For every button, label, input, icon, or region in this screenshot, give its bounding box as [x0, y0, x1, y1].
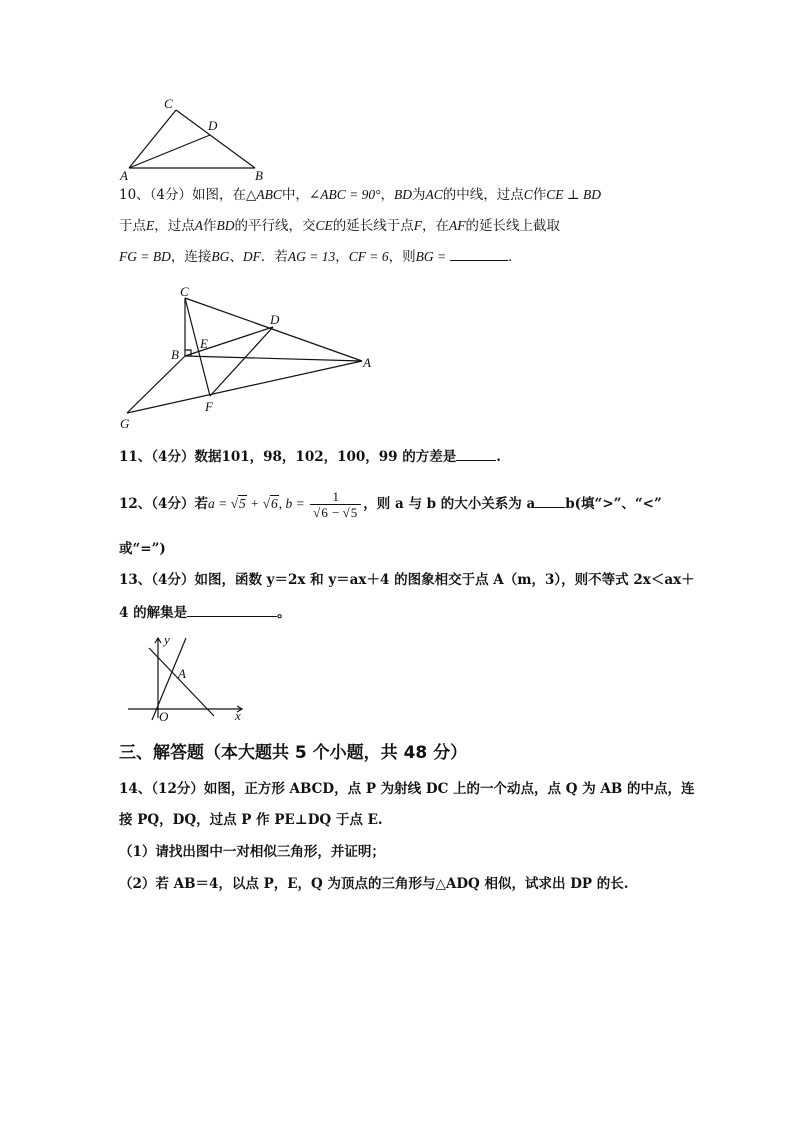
q10-line2	[119, 217, 560, 235]
text: ，连接	[170, 249, 212, 265]
sqrt-icon: √	[313, 504, 321, 520]
q10-line1	[119, 186, 601, 204]
text: 或“=”)	[119, 541, 166, 557]
label-a: A	[178, 666, 186, 681]
q12-line2	[119, 540, 166, 558]
q14-part2	[119, 875, 628, 893]
q14-part1	[119, 843, 385, 861]
text: ，	[335, 249, 349, 265]
text: ，则	[388, 249, 416, 265]
score: （4分）	[151, 572, 195, 588]
math: BG	[211, 249, 230, 264]
answer-blank[interactable]	[456, 448, 496, 461]
score: （4分）	[151, 449, 195, 465]
text: .	[496, 449, 501, 465]
section-heading: 三、解答题（本大题共 5 个小题，共 48 分）	[119, 743, 468, 763]
figure-q13-graph	[122, 632, 252, 724]
text: 如图，在	[192, 187, 247, 203]
answer-blank[interactable]	[450, 248, 508, 261]
math: E	[146, 218, 155, 233]
label-a: A	[363, 355, 371, 370]
math: BD	[394, 187, 412, 202]
q10-line3	[119, 248, 522, 266]
text: b(填“>”、“<”	[565, 496, 662, 512]
figure-q10	[115, 282, 380, 432]
label-d: D	[270, 312, 280, 327]
question-text: （2）若 AB＝4，以点 P，E，Q 为顶点的三角形与△ADQ 相似，试求出 DP 的长.	[119, 876, 629, 892]
radicand: 5	[350, 504, 358, 520]
math: △ABC	[246, 187, 282, 202]
text: 中，	[281, 187, 309, 203]
math: , b =	[278, 496, 309, 511]
math: CF = 6	[348, 249, 389, 264]
question-text: （1）请找出图中一对相似三角形，并证明；	[119, 844, 385, 860]
answer-blank[interactable]	[535, 495, 565, 508]
segment-gb	[127, 356, 185, 413]
radicand: 6	[321, 504, 328, 520]
score: （12分）	[151, 781, 204, 797]
text: ．若	[260, 249, 288, 265]
text: 的延长线于点	[332, 218, 414, 234]
score: （4分）	[151, 496, 195, 512]
question-text: 如图，正方形 ABCD，点 P 为射线 DC 上的一个动点，点 Q 为 AB 的中点，连	[203, 781, 695, 797]
answer-blank[interactable]	[187, 604, 277, 617]
question-number: 11、	[119, 449, 152, 465]
q11	[119, 448, 501, 466]
text: 的延长线上截取	[465, 218, 561, 234]
denominator	[310, 505, 361, 521]
q14-line2	[119, 811, 383, 829]
segment-ac	[129, 110, 176, 168]
text: ，在	[422, 218, 450, 234]
sqrt-icon: √	[262, 496, 271, 511]
question-number: 14、	[119, 781, 152, 797]
label-b: B	[171, 347, 179, 362]
question-text: 4 的解集是	[119, 605, 188, 621]
segment-ga	[127, 361, 362, 413]
text: 作	[532, 187, 547, 203]
question-text: 数据101，98，102，100，99 的方差是	[194, 449, 457, 465]
label-f: F	[205, 399, 213, 414]
math: BD	[216, 218, 235, 233]
question-number: 10、	[119, 187, 150, 203]
question-text: 如图，函数 y＝2x 和 y＝ax＋4 的图象相交于点 A（m，3），则不等式 2x＜ax＋	[194, 572, 695, 588]
line-y-ax-4	[149, 648, 214, 716]
label-o: O	[159, 709, 169, 724]
text: 为	[412, 187, 426, 203]
q13-line2	[119, 604, 291, 622]
math: DF	[242, 249, 261, 264]
question-text: 接 PQ，DQ，过点 P 作 PE⊥DQ 于点 E.	[119, 812, 383, 828]
text: 于点	[119, 218, 146, 234]
label-c: C	[180, 284, 189, 299]
question-number: 13、	[119, 572, 152, 588]
text: 。	[277, 605, 291, 621]
radicand: 5	[239, 496, 246, 511]
math: −	[328, 504, 343, 520]
text: 若	[194, 496, 208, 512]
math: BG =	[415, 249, 447, 264]
segment-ba	[185, 356, 362, 361]
figure-triangle-abc	[112, 94, 272, 184]
math: +	[246, 496, 263, 511]
q13-line1	[119, 571, 695, 589]
label-e: E	[200, 336, 208, 351]
sqrt-icon: √	[342, 504, 350, 520]
math: AC	[425, 187, 443, 202]
text: 作	[203, 218, 217, 234]
q14-line1	[119, 780, 694, 798]
text: 的中线，过点	[442, 187, 524, 203]
math: CE	[315, 218, 333, 233]
label-g: G	[120, 416, 130, 431]
sqrt-icon: √	[230, 496, 238, 511]
label-c: C	[164, 96, 173, 111]
label-d: D	[208, 118, 218, 133]
radicand: 6	[271, 496, 278, 511]
text: ．	[508, 249, 522, 265]
label-b: B	[255, 168, 263, 183]
text: 的平行线，交	[234, 218, 316, 234]
label-y: y	[164, 632, 170, 647]
text: ，过点	[154, 218, 195, 234]
math: FG = BD	[119, 249, 171, 264]
q12-line1	[119, 487, 662, 521]
math: AG = 13	[287, 249, 336, 264]
numerator: 1	[310, 489, 361, 505]
segment-ad	[129, 135, 210, 168]
math: AF	[449, 218, 466, 233]
math: a =	[207, 496, 231, 511]
math: CE ⊥ BD	[546, 187, 601, 202]
math: C	[523, 187, 533, 202]
text: ，则 a 与 b 的大小关系为 a	[363, 496, 536, 512]
text: 、	[229, 249, 243, 265]
text: ，	[380, 187, 394, 203]
math: ∠ABC = 90°	[308, 187, 381, 202]
score: （4分）	[149, 187, 193, 203]
math: A	[194, 218, 203, 233]
math: F	[413, 218, 423, 233]
fraction	[310, 489, 361, 521]
label-x: x	[235, 708, 241, 723]
label-a: A	[120, 168, 128, 183]
math-a	[208, 495, 308, 511]
question-number: 12、	[119, 496, 152, 512]
segment-ca	[185, 298, 362, 361]
